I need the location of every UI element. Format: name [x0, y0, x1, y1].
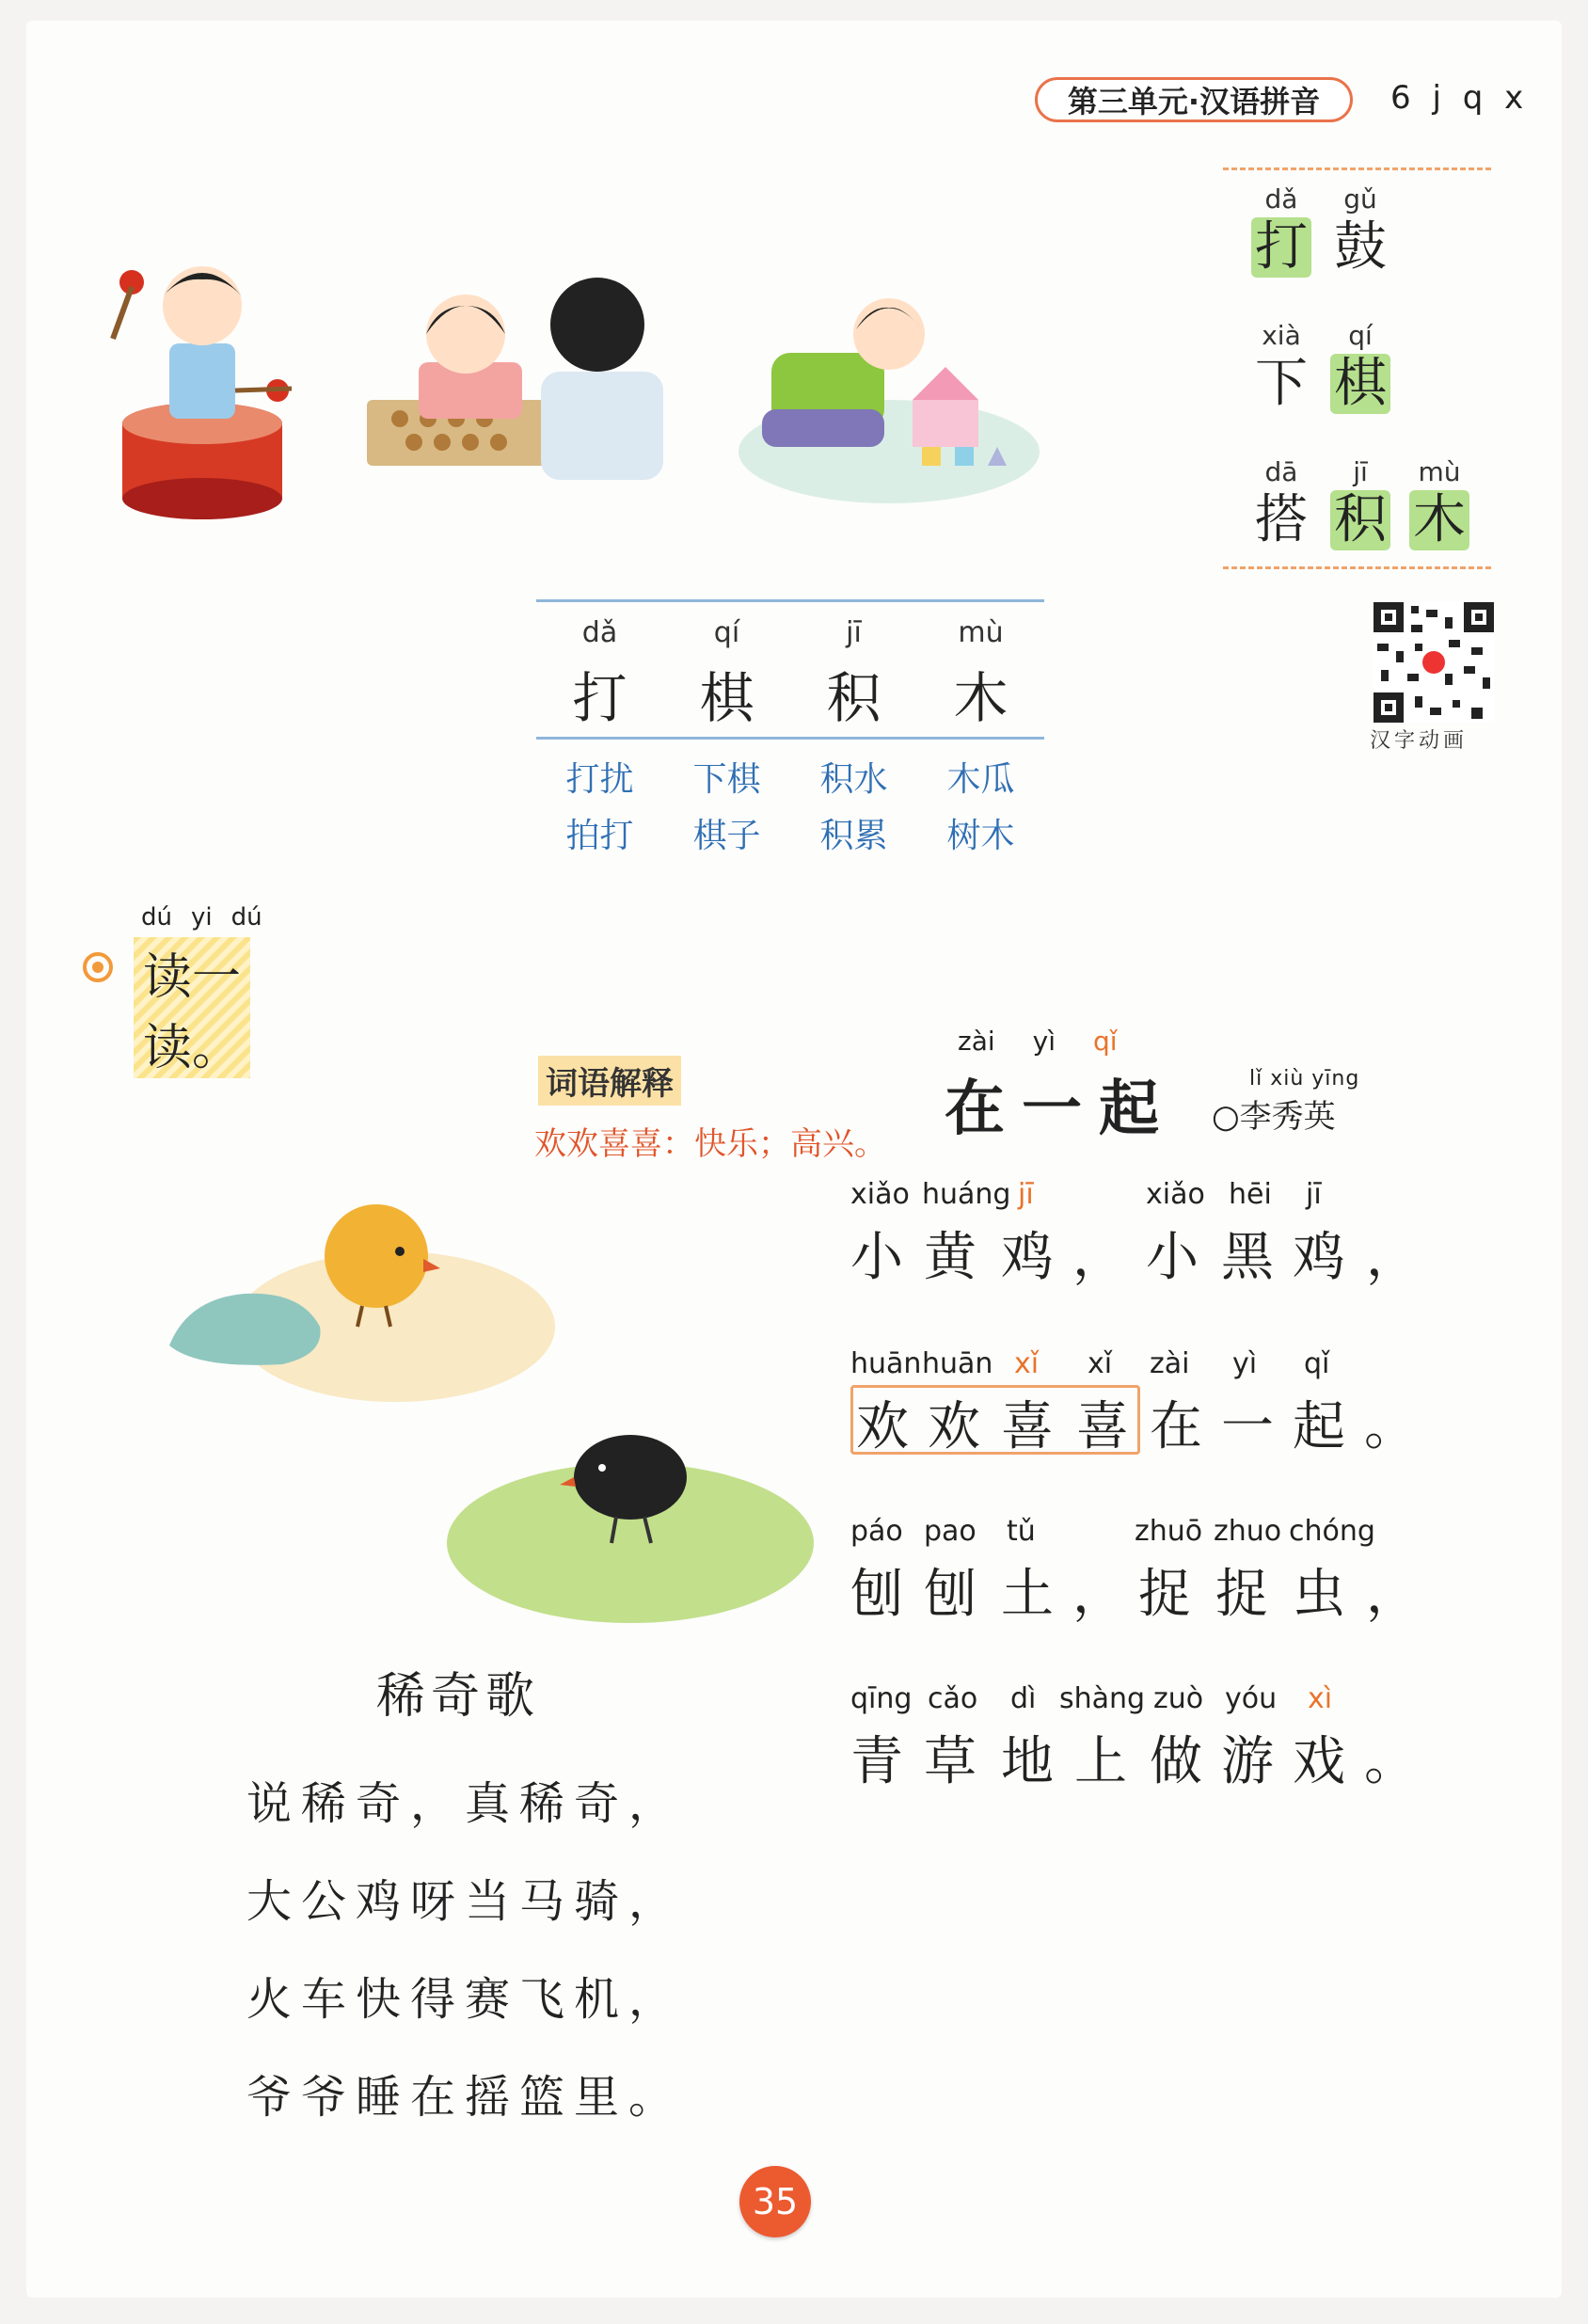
pinyin: gǔ — [1343, 183, 1377, 215]
char-box-divider — [536, 737, 1044, 740]
pinyin: jī — [846, 616, 862, 649]
hanzi: 棋 — [699, 666, 754, 730]
hanzi: 木 — [1409, 490, 1469, 550]
word: 拍打 — [565, 817, 634, 855]
page-number: 35 — [739, 2166, 811, 2237]
word: 棋子 — [692, 817, 761, 855]
pinyin: qí — [713, 616, 740, 649]
pinyin: qí — [1348, 320, 1373, 351]
new-characters — [536, 616, 1044, 733]
pinyin: zài — [958, 1026, 995, 1057]
unit-title-badge: 第三单元·汉语拼音 — [1035, 77, 1353, 122]
char-box-top — [536, 599, 1044, 602]
chess-kids-illustration — [362, 268, 668, 485]
rhyme-line: 说稀奇，真稀奇， — [246, 1777, 684, 1830]
rhyme-title: 稀奇歌 — [376, 1668, 541, 1725]
yellow-chick-illustration — [160, 1186, 555, 1421]
author-name: ○李秀英 — [1212, 1098, 1336, 1136]
blocks-boy-illustration — [734, 278, 1044, 503]
vocab-word-dajimu — [1251, 456, 1469, 550]
rhyme-line: 火车快得赛飞机， — [246, 1973, 684, 2026]
read-title: 读一读。 — [134, 937, 250, 1078]
rhyme-line: 大公鸡呀当马骑， — [246, 1875, 684, 1928]
target-icon — [83, 952, 113, 982]
word: 积水 — [819, 760, 888, 799]
pinyin: dǎ — [1264, 183, 1298, 215]
word-row-1 — [536, 753, 1044, 801]
pinyin: dǎ — [581, 616, 618, 649]
vocab-border-bottom — [1223, 566, 1491, 569]
qr-code-icon[interactable] — [1374, 602, 1494, 723]
drum-boy-illustration — [103, 240, 310, 522]
hanzi: 积 — [1330, 490, 1390, 550]
word: 木瓜 — [946, 760, 1015, 799]
poem-author — [1212, 1067, 1359, 1137]
pinyin: dā — [1264, 456, 1298, 487]
pinyin: mù — [958, 616, 1004, 649]
hanzi: 打 — [1251, 217, 1311, 278]
pinyin: jī — [1353, 456, 1368, 487]
word: 积累 — [819, 817, 888, 855]
pinyin: yì — [1032, 1026, 1056, 1057]
poem-title-text: 在一起 — [945, 1074, 1176, 1144]
hanzi: 棋 — [1330, 354, 1390, 414]
glossary-heading: 词语解释 — [538, 1056, 681, 1106]
vocab-border-top — [1223, 167, 1491, 170]
author-pinyin: lǐ xiù yīng — [1249, 1067, 1360, 1090]
hanzi: 下 — [1255, 353, 1308, 414]
rhyme-line: 爷爷睡在摇篮里。 — [246, 2071, 684, 2124]
poem-title — [945, 1026, 1176, 1147]
pinyin: qǐ — [1093, 1026, 1118, 1057]
glossary-text: 欢欢喜喜：快乐；高兴。 — [534, 1125, 886, 1163]
hanzi: 鼓 — [1334, 216, 1387, 278]
hanzi: 积 — [826, 666, 881, 730]
hanzi: 打 — [572, 666, 627, 730]
hanzi: 木 — [953, 666, 1008, 730]
hanzi: 搭 — [1255, 489, 1308, 550]
word: 打扰 — [565, 760, 634, 799]
pinyin: xià — [1262, 320, 1301, 351]
vocab-word-xiaqi — [1251, 320, 1390, 414]
black-chick-illustration — [442, 1430, 818, 1637]
letter-code: 6 j q x — [1390, 79, 1530, 117]
word: 树木 — [946, 817, 1015, 855]
pinyin: mù — [1418, 456, 1461, 487]
word-row-2 — [536, 809, 1044, 857]
vocab-word-dagu — [1251, 183, 1390, 278]
read-pinyin: dú yi dú — [141, 903, 262, 931]
word: 下棋 — [692, 760, 761, 799]
qr-label: 汉字动画 — [1370, 729, 1469, 753]
